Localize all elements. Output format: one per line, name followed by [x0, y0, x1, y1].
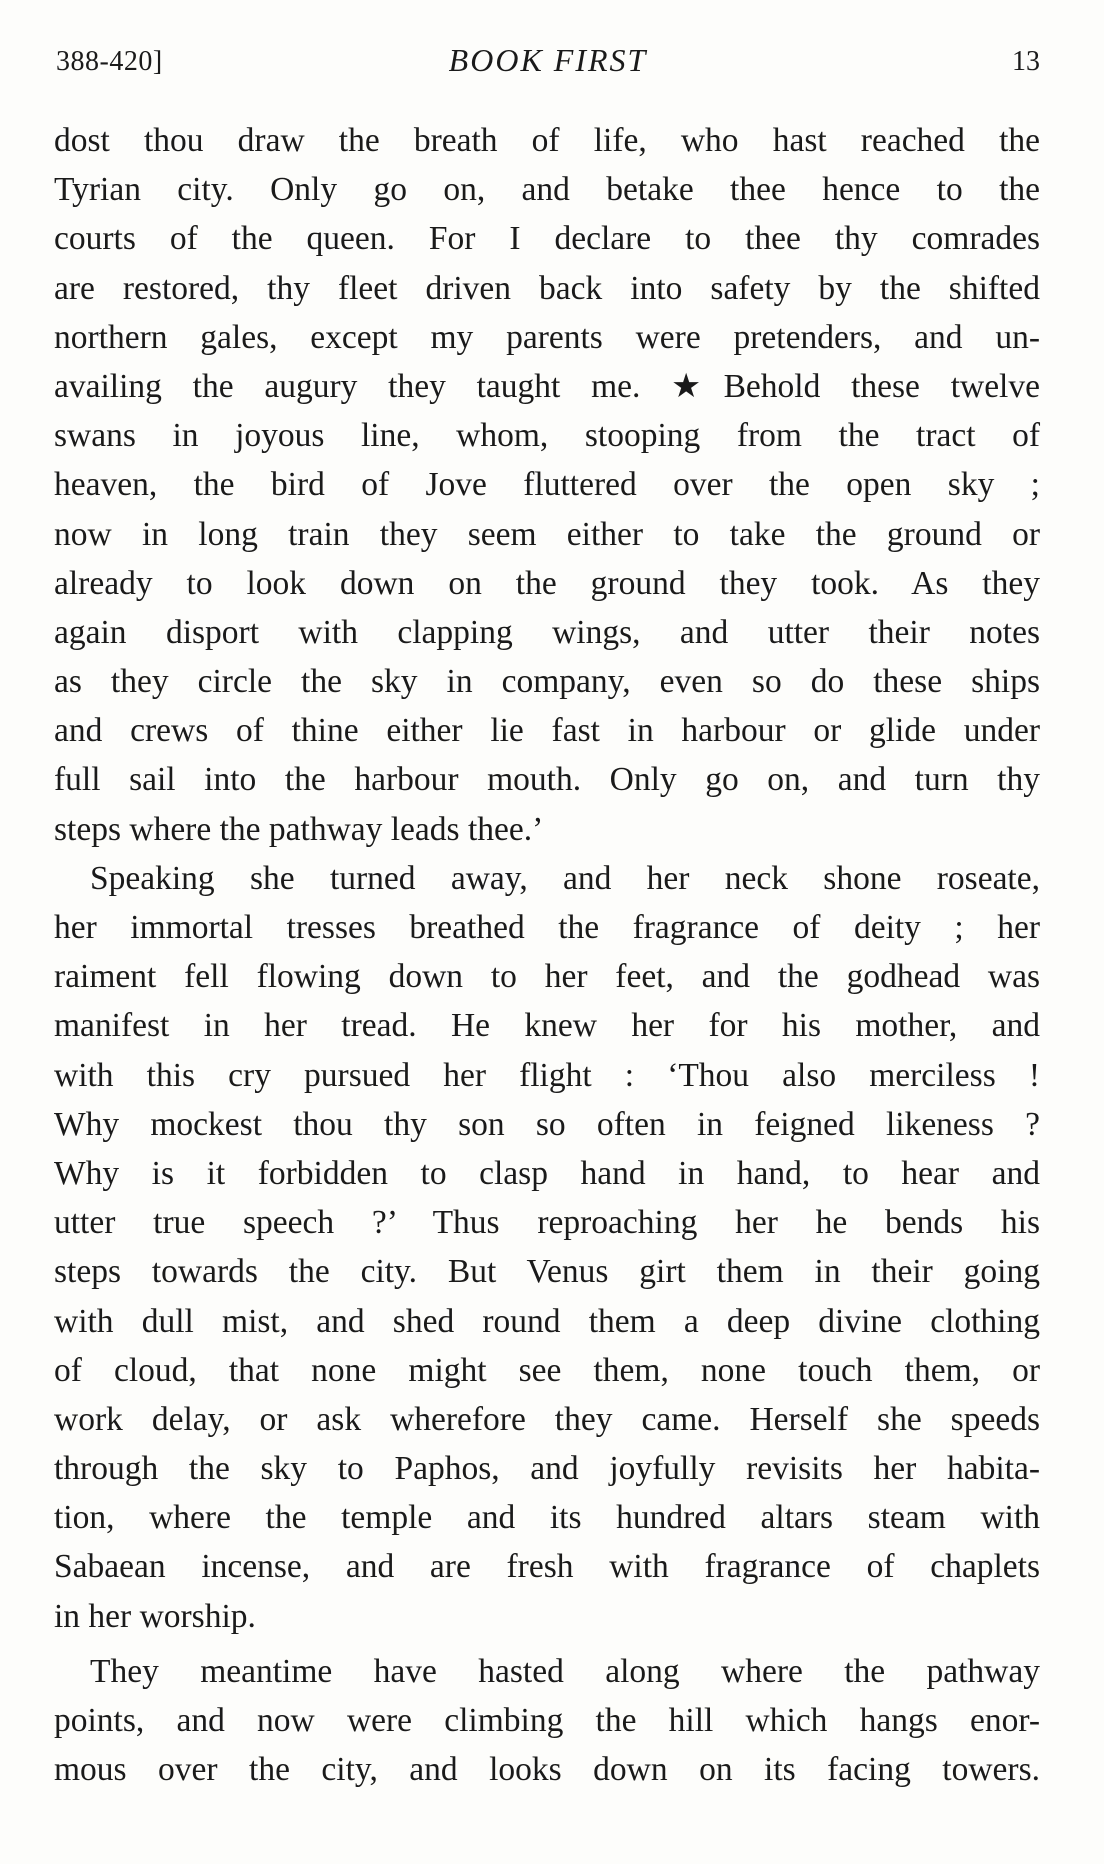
text-line: are restored, thy fleet driven back into safety by the shifted	[54, 269, 1040, 307]
line-range: 388-420]	[56, 46, 163, 77]
text-line: and crews of thine either lie fast in harbour or glide under	[54, 712, 1040, 750]
text-line: work delay, or ask wherefore they came. Herself she speeds	[54, 1400, 1040, 1438]
text-line: mous over the city, and looks down on its facing towers.	[54, 1751, 1040, 1789]
text-line: Tyrian city. Only go on, and betake thee hence to the	[54, 171, 1040, 209]
text-line: full sail into the harbour mouth. Only go on, and turn thy	[54, 761, 1040, 799]
text-line: steps towards the city. But Venus girt them in their going	[54, 1253, 1040, 1291]
text-line: raiment fell flowing down to her feet, and the godhead was	[54, 958, 1040, 996]
text-line: dost thou draw the breath of life, who hast reached the	[54, 122, 1040, 159]
text-line: Why mockest thou thy son so often in feigned likeness ?	[54, 1105, 1040, 1143]
text-line: steps where the pathway leads thee.’	[54, 810, 544, 848]
text-line: of cloud, that none might see them, none touch them, or	[54, 1351, 1040, 1389]
text-line: heaven, the bird of Jove fluttered over the open sky ;	[54, 466, 1040, 504]
text-line: swans in joyous line, whom, stooping from the tract of	[54, 417, 1040, 455]
text-line: with this cry pursued her flight : ‘Thou also merciless !	[54, 1056, 1040, 1094]
text-line: manifest in her tread. He knew her for his mother, and	[54, 1007, 1040, 1045]
text-line: They meantime have hasted along where the pathway	[90, 1652, 1040, 1690]
text-line: tion, where the temple and its hundred altars steam with	[54, 1499, 1040, 1537]
text-line: again disport with clapping wings, and utter their notes	[54, 613, 1040, 651]
page-number: 13	[1012, 46, 1040, 77]
text-line: her immortal tresses breathed the fragrance of deity ; her	[54, 909, 1040, 946]
text-line: courts of the queen. For I declare to thee thy comrades	[54, 220, 1040, 258]
text-line: Sabaean incense, and are fresh with fragrance of chaplets	[54, 1548, 1040, 1586]
text-line: points, and now were climbing the hill which hangs enor-	[54, 1702, 1040, 1739]
running-header	[56, 42, 1040, 86]
text-line: availing the augury they taught me. ★Behold these twelve	[54, 367, 1040, 405]
text-line: as they circle the sky in company, even so do these ships	[54, 663, 1040, 701]
text-line: with dull mist, and shed round them a deep divine clothing	[54, 1302, 1040, 1340]
text-line: now in long train they seem either to take the ground or	[54, 515, 1040, 553]
page-text	[54, 116, 1040, 1794]
text-line: Speaking she turned away, and her neck shone roseate,	[90, 859, 1040, 897]
text-line: through the sky to Paphos, and joyfully revisits her habita-	[54, 1450, 1040, 1488]
text-line: northern gales, except my parents were pretenders, and un-	[54, 318, 1040, 356]
text-line: utter true speech ?’ Thus reproaching her he bends his	[54, 1204, 1040, 1242]
text-line: already to look down on the ground they took. As they	[54, 564, 1040, 602]
text-line: in her worship.	[54, 1597, 256, 1635]
book-title: BOOK FIRST	[448, 42, 648, 78]
text-line: Why is it forbidden to clasp hand in hand, to hear and	[54, 1154, 1040, 1192]
